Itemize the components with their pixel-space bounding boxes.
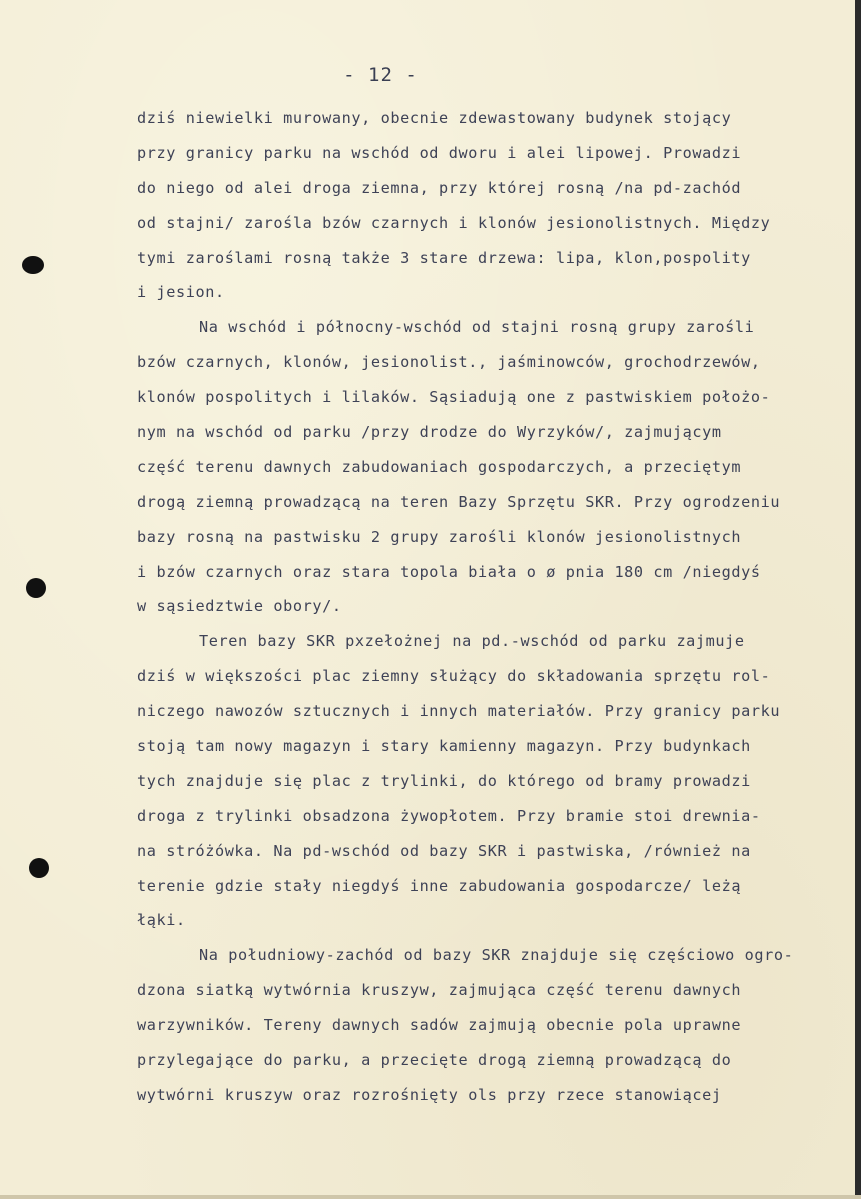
text-line: nym na wschód od parku /przy drodze do Wyrzyków/, zajmującym bbox=[137, 423, 722, 442]
text-line: wytwórni kruszyw oraz rozrośnięty ols przy rzece stanowiącej bbox=[137, 1085, 722, 1104]
text-line: stoją tam nowy magazyn i stary kamienny magazyn. Przy budynkach bbox=[137, 737, 751, 756]
text-line: przylegające do parku, a przecięte drogą ziemną prowadzącą do bbox=[137, 1051, 732, 1070]
page-number: - 12 - bbox=[343, 64, 418, 86]
text-line: tych znajduje się plac z trylinki, do którego od bramy prowadzi bbox=[137, 771, 751, 790]
text-line: warzywników. Tereny dawnych sadów zajmują obecnie pola uprawne bbox=[137, 1016, 742, 1035]
text-line: Teren bazy SKR pxzełożnej na pd.-wschód od parku zajmuje bbox=[199, 632, 745, 651]
punch-hole bbox=[22, 256, 44, 274]
punch-hole bbox=[29, 858, 49, 878]
text-line: bzów czarnych, klonów, jesionolist., jaśminowców, grochodrzewów, bbox=[137, 353, 761, 372]
body-text bbox=[137, 101, 857, 1113]
text-line: tymi zaroślami rosną także 3 stare drzewa: lipa, klon,pospolity bbox=[137, 248, 751, 267]
text-line: dziś w większości plac ziemny służący do składowania sprzętu rol- bbox=[137, 667, 771, 686]
text-line: przy granicy parku na wschód od dworu i alei lipowej. Prowadzi bbox=[137, 143, 742, 162]
text-line: bazy rosną na pastwisku 2 grupy zarośli klonów jesionolistnych bbox=[137, 527, 742, 546]
text-line: od stajni/ zarośla bzów czarnych i klonów jesionolistnych. Między bbox=[137, 213, 771, 232]
text-line: i jesion. bbox=[137, 283, 225, 302]
text-line: część terenu dawnych zabudowaniach gospodarczych, a przeciętym bbox=[137, 457, 742, 476]
text-line: drogą ziemną prowadzącą na teren Bazy Sprzętu SKR. Przy ogrodzeniu bbox=[137, 492, 781, 511]
text-line: łąki. bbox=[137, 911, 186, 930]
text-line: i bzów czarnych oraz stara topola biała o ø pnia 180 cm /niegdyś bbox=[137, 562, 761, 581]
text-line: terenie gdzie stały niegdyś inne zabudowania gospodarcze/ leżą bbox=[137, 876, 742, 895]
text-line: do niego od alei droga ziemna, przy której rosną /na pd-zachód bbox=[137, 178, 742, 197]
punch-hole bbox=[26, 578, 46, 598]
scan-edge bbox=[0, 1195, 861, 1199]
text-line: klonów pospolitych i lilaków. Sąsiadują one z pastwiskiem położo- bbox=[137, 388, 771, 407]
text-line: Na południowy-zachód od bazy SKR znajduje się częściowo ogro- bbox=[199, 946, 794, 965]
text-line: na stróżówka. Na pd-wschód od bazy SKR i pastwiska, /również na bbox=[137, 841, 751, 860]
text-line: droga z trylinki obsadzona żywopłotem. Przy bramie stoi drewnia- bbox=[137, 806, 761, 825]
text-line: dziś niewielki murowany, obecnie zdewastowany budynek stojący bbox=[137, 109, 732, 127]
scan-edge bbox=[855, 0, 861, 1199]
text-line: Na wschód i północny-wschód od stajni rosną grupy zarośli bbox=[199, 318, 755, 337]
text-line: dzona siatką wytwórnia kruszyw, zajmująca część terenu dawnych bbox=[137, 981, 742, 1000]
text-line: niczego nawozów sztucznych i innych materiałów. Przy granicy parku bbox=[137, 702, 781, 721]
text-line: w sąsiedztwie obory/. bbox=[137, 597, 342, 616]
